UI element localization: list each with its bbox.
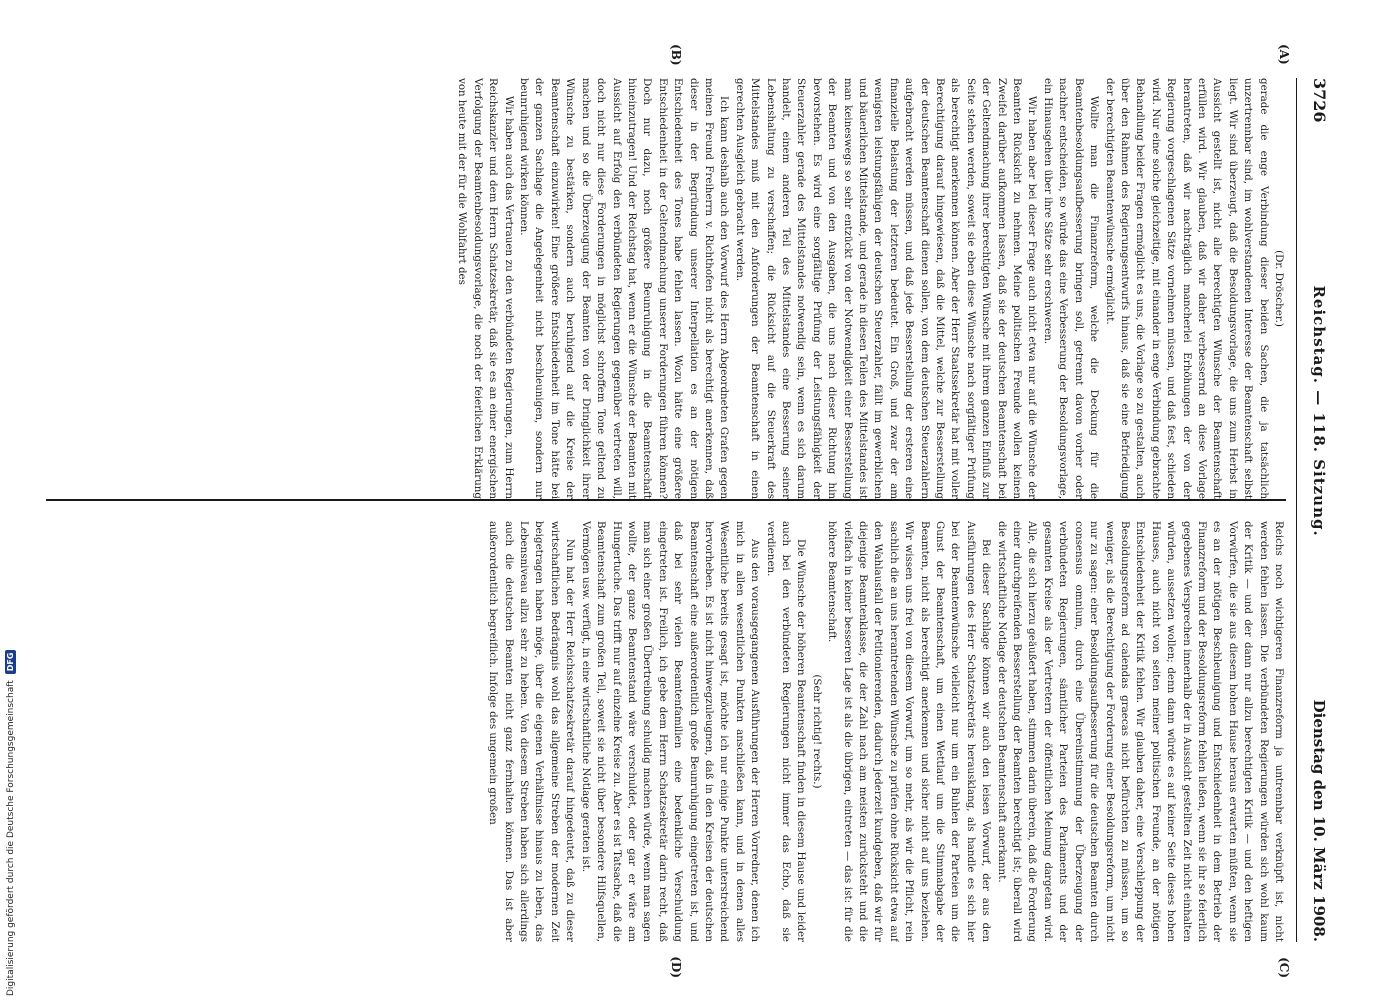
column-divider <box>46 499 1286 501</box>
page-number: 3726 <box>1310 78 1329 123</box>
text-columns <box>46 78 1286 942</box>
left-column <box>46 78 1286 499</box>
dfg-logo: DFG <box>5 650 16 675</box>
paragraph: Bei dieser Sachlage können wir auch den leisen Vorwurf, der aus den Ausführungen des Herr Schatzsekretärs herausklang, als handle es sich hier bei der Beamtenwünsche vielleicht nur um ein Buhlen der Parteien um die Gunst der Beamtenschaft, um einen Wettlauf um die Stimmabgabe der Beamten, nicht als berechtigt anerkennen und sicher nicht auf uns beziehen. Wir wissen uns frei von diesem Vorwurf, um so mehr, als wir die Pflicht, rein sachlich die an uns herantretenden Wünsche zu prüfen ohne Rücksicht etwa auf den Wahlausfall der Petitionierenden, dadurch jederzeit kundgeben, daß wir für diejenige Beamtenklasse, die der Zahl nach am meisten zurücksteht und die vielfach in keiner besseren Lage ist als die übrigen, eintreten — das ist: für die höhere Beamtenschaft. <box>826 521 993 942</box>
paragraph: Nun hat der Herr Reichsschatzsekretär darauf hingedeutet, daß zu dieser wirtschaftlichen Bedrängnis wohl das allgemeine Streben der modernen Zeit beigetragen haben möge, über die eigenen Verhältnisse hinaus zu leben, das Lebensniveau allzu sehr zu heben. Von diesem Streben haben sich allerdings auch die deutschen Beamten nicht ganz fernhalten können. Das ist aber außerordentlich begreiflich. Infolge des ungemein großen <box>487 521 577 942</box>
session-date: Dienstag den 10. März 1908. <box>1310 699 1328 942</box>
speaker-label: (Dr. Dröscher.) <box>1273 250 1285 327</box>
paragraph: Die Wünsche der höheren Beamtenschaft finden in diesem Hause und leider auch bei den verbündeten Regierungen nicht immer das Echo, daß sie verdienen. <box>764 521 808 942</box>
paragraph: Reichs noch wichtigeren Finanzreform ja untrennbar verknüpft ist, nicht werden fehlen lassen. Die verbündeten Regierungen würden sich wohl kaum der Kritik — und der dann nur allzu berechtigten Kritik — und den heftigen Vorwürfen, die sie aus diesem hohen Hause heraus erwarten müßten, wenn sie es an der nötigen Beschleunigung und Entschiedenheit in dem Betrieb der Finanzreform und der Besoldungsreform fehlen ließen, wenn sie ihr so feierlich gegebenes Versprechen innerhalb der in Aussicht gestellten Zeit nicht einhalten würden, aussetzen wollen; denn dann würde es auf keiner Seite dieses hohen Hauses, auch nicht von seiten meiner politischen Freunde, an der nötigen Entschiedenheit der Kritik fehlen. Wir glauben daher, eine Verschleppung der Besoldungsreform ad calendas graecas nicht befürchten zu müssen, um so weniger, als die Berechtigung der Forderung einer Besoldungsreform, um nicht nur zu sagen: einer Besoldungsaufbesserung für die deutschen Beamten durch consensus omnium, durch eine Übereinstimmung der Überzeugung der verbündeten Regierungen, sämtlicher Parteien des Parlaments und der gesamten Kreise als der Vertretern der öffentlichen Meinung dargetan wird. Alle, die sich hierzu geäußert haben, stimmen darin überein, daß die Forderung einer durchgreifenden Besserstellung der Beamten berechtigt ist; überall wird die wirtschaftliche Notlage der deutschen Beamtenschaft anerkannt. <box>995 521 1285 942</box>
paragraph: Wollte man die Finanzreform, welche die Deckung für die Beamtenbesoldungsaufbesserung bringen soll, getrennt davon vorher oder nachher entscheiden, so würde das eine Verbesserung der Besoldungsvorlage, ein Hinausgehen über ihre Sätze sehr erschweren. <box>1041 78 1101 499</box>
paragraph: Wir haben auch das Vertrauen zu den verbündeten Regierungen, zum Herrn Reichskanzler und dem Herrn Schatzsekretär, daß sie es an einer energischen Verfolgung der Beamtenbesoldungsvorlage, die noch der feierlichen Erklärung von heute mit der für die Wohlfahrt des <box>456 78 515 499</box>
paragraph: gerade die enge Verbindung dieser beiden Sachen, die ja tatsächlich unzertrennbar sind, im wohlverstandenen Interesse der Beamtenschaft selbst liegt. Wir sind überzeugt, daß die Besoldungsvorlage, die uns zum Herbst in Aussicht gestellt ist, nicht alle berechtigten Wünsche der Beamtenschaft erfüllen wird. Wir glauben, daß wir daher verbessernd an diese Vorlage herantreten, daß wir nachträglich mancherlei Erhöhungen der von der Regierung vorgeschlagenen Sätze vornehmen müssen, und daß fest, schieden wird. Nur eine solche gleichzeitige, mit einander in enge Verbindung gebrachte Behandlung beider Fragen ermöglicht es uns, die Vorlage so zu gestalten, auch über den Rahmen des Regierungsentwurfs hinaus, daß sie eine Befriedigung der berechtigten Beamtenwünsche ermöglicht. <box>1103 78 1270 499</box>
margin-mark-d: (D) <box>669 956 683 978</box>
page-header <box>1296 78 1329 942</box>
paragraph: Aus den vorausgegangenen Ausführungen der Herren Vorredner, denen ich mich in allen wesentlichen Punkten anschließen kann, und in denen alles Wesentliche bereits gesagt ist, möchte ich nur einige Punkte unterstreichend hervorheben. Es ist nicht hinwegzuleugnen, daß in den Kreisen der deutschen Beamtenschaft eine außerordentlich große Beunruhigung eingetreten ist, und daß bei sehr vielen Beamtenfamilien eine bedenkliche Verschuldung eingetreten ist. Freilich, ich gebe dem Herrn Schatzsekretär darin recht, daß man sich einer großen Übertreibung schuldig machen würde, wenn man sagen wollte, der ganze Beamtenstand wäre verschuldet, oder gar er wäre am Hungertuche. Das trifft nur auf einzelne Kreise zu. Aber es ist Tatsache, daß die Beamtenschaft zum großen Teil, soweit sie nicht über besondere Hilfsquellen, Vermögen usw. verfügt, in eine wirtschaftliche Notlage geraten ist. <box>579 521 762 942</box>
session-title: Reichstag. — 118. Sitzung. <box>1310 285 1328 537</box>
paragraph: Wir haben aber bei dieser Frage auch nicht etwa nur auf die Wünsche der Beamten Rücksicht zu nehmen. Meine politischen Freunde wollen keinen Zweifel darüber aufkommen lassen, daß sie der deutschen Beamtenschaft bei der Geltendmachung ihrer berechtigten Wünsche mit ihrem ganzen Einfluß zur Seite stehen werden, soweit sie eben diese Wünsche nach sorgfältiger Prüfung als berechtigt anerkennen können. Aber der Herr Staatssekretär hat mit voller Berechtigung darauf hingewiesen, daß die Mittel, welche zur Besserstellung der deutschen Beamtenschaft dienen sollen, von dem deutschen Steuerzahlern aufgebracht werden müssen, und daß jede Besserstellung der ersteren eine finanzielle Belastung der letzteren bedeutet. Ein Groß, und zwar der am wenigsten leistungsfähigen der deutschen Steuerzahler, fällt im gewerblichen und bäuerlichen Mittelstande, und gerade in diesen Teilen des Mittelstandes ist man keineswegs so sehr entzückt von der Notwendigkeit einer Besserstellung der Beamten und von den Ausgaben, die uns nach dieser Richtung hin bevorstehen. Es wird eine sorgfältige Prüfung der Leistungsfähigkeit der Steuerzahler gerade des Mittelstandes notwendig sein, wenn es sich darum handelt, einem anderen Teil des Mittelstandes eine Besserung seiner Lebenshaltung zu verschaffen; die Rücksicht auf die Steuerkraft des Mittelstandes muß mit den Anforderungen der Beamtenschaft in einen gerechten Ausgleich gebracht werden. <box>733 78 1039 499</box>
margin-mark-a: (A) <box>1277 44 1291 65</box>
digitization-credit <box>5 650 16 996</box>
credit-text: Digitalisierung gefördert durch die Deutsche Forschungsgemeinschaft <box>6 680 16 996</box>
margin-mark-b: (B) <box>669 44 683 66</box>
right-column <box>46 521 1286 942</box>
interjection: (Sehr richtig! rechts.) <box>810 674 823 789</box>
margin-mark-c: (C) <box>1277 957 1291 978</box>
paragraph: Ich kann deshalb auch den Vorwurf des Herrn Abgeordneten Grafen gegen meinen Freund Freiherrn v. Richthofen nicht als berechtigt anerkennen, daß dieser in der Begründung unserer Interpellation es an der nötigen Entschiedenheit des Tones habe fehlen lassen. Wozu hätte eine größere Entschiedenheit in der Geltendmachung unserer Forderungen führen können? Doch nur dazu, noch größere Beunruhigung in die Beamtenschaft hineinzutragen! Und der Reichstag hat, wenn er die Wünsche der Beamten mit Aussicht auf Erfolg den verbündeten Regierungen gegenüber vertreten will, doch nicht nur diese Forderungen in möglichst schroffem Tone geltend zu machen und so die Überzeugung der Beamten von der Dringlichkeit ihrer Wünsche zu bestärken, sondern auch beruhigend auf die Kreise der Beamtenschaft einzuwirken! Eine größere Entschiedenheit im Tone hätte bei der ganzen Sachlage die Angelegenheit nicht beschleunigen, sondern nur beunruhigend wirken können. <box>518 78 731 499</box>
